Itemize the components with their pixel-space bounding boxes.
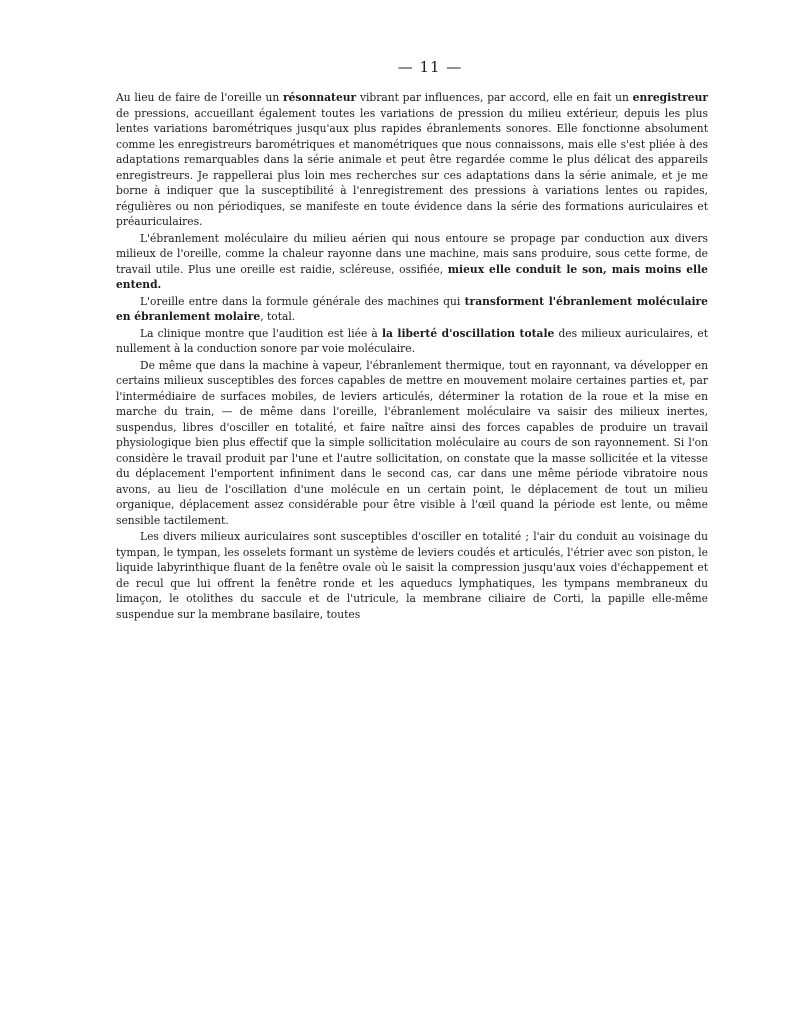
emphasis-liberte-oscillation: la liberté d'oscillation totale <box>381 326 555 340</box>
paragraph-4 <box>116 326 708 357</box>
paragraph-6-seg-0: Les divers milieux auriculaires sont susceptibles d'osciller en totalité ; l'air du conduit au voisinage du tympan, le tympan, les osselets formant un système de leviers coudés et articulés, l'étrier avec son piston, le liquide labyrinthique fluant de la fenêtre ovale où le saisit la compression jusqu'aux voies d'échappement et de recul que lui offrent la fenêtre ronde et les aqueducs lymphatiques, les tympans membraneux du limaçon, le otolithes du saccule et de l'utricule, la membrane ciliaire de Corti, la papille elle-même suspendue sur la membrane basilaire, toutes <box>116 530 708 621</box>
paragraph-2-seg-0: L'ébranlement moléculaire du milieu aérien qui nous entoure se propage par conduction aux divers milieux de l'oreille, comme la chaleur rayonne dans une machine, mais sans produire, sous cette forme, de travail utile. Plus une oreille est raidie, scléreuse, ossifiée, <box>116 231 708 276</box>
page-number: — 11 — <box>397 58 463 76</box>
term-resonnateur: résonnateur <box>283 91 357 104</box>
paragraph-5-seg-0: De même que dans la machine à vapeur, l'ébranlement thermique, tout en rayonnant, va développer en certains milieux susceptibles des forces capables de mettre en mouvement molaire certaines parties et, par l'intermédiaire de surfaces mobiles, de leviers articulés, déterminer la rotation de la roue et la mise en marche du train, — de même dans l'oreille, l'ébranlement moléculaire va saisir des milieux inertes, suspendus, libres d'osciller en totalité, et faire naître ainsi des forces capables de produire un travail physiologique bien plus effectif que la simple sollicitation moléculaire au cours de son rayonnement. Si l'on considère le travail produit par l'une et l'autre sollicitation, on constate que la masse sollicitée et la vitesse du déplacement l'emportent infiniment dans le second cas, car dans une même période vibratoire nous avons, au lieu de l'oscillation d'une molécule en un certain point, le déplacement de tout un milieu organique, déplacement assez considérable pour être visible à l'œil quand la période est lente, ou même sensible tactilement. <box>116 358 708 527</box>
paragraph-1-seg-0: Au lieu de faire de l'oreille un <box>116 91 283 104</box>
body-text <box>116 90 708 622</box>
emphasis-conduction: mieux elle conduit le son, mais moins elle entend. <box>116 262 708 291</box>
paragraph-1 <box>116 90 708 230</box>
paragraph-3-seg-2: , total. <box>260 310 296 323</box>
emphasis-transformation: transforment l'ébranlement moléculaire en ébranlement molaire <box>116 294 708 323</box>
paragraph-4-seg-2: des milieux auriculaires, et nullement à la conduction sonore par voie moléculaire. <box>116 326 708 355</box>
paragraph-1-seg-2: vibrant par influences, par accord, elle en fait un <box>356 91 633 104</box>
paragraph-3-seg-0: L'oreille entre dans la formule générale des machines qui <box>140 294 465 308</box>
paragraph-2 <box>116 231 708 293</box>
paragraph-1-seg-4: de pressions, accueillant également toutes les variations de pression du milieu extérieur, depuis les plus lentes variations barométriques jusqu'aux plus rapides ébranlements sonores. Elle fonctionne absolument comme les enregistreurs barométriques et manométriques que nous connaissons, mais elle s'est pliée à des adaptations remarquables dans la série animale et peut être regardée comme le plus délicat des appareils enregistreurs. Je rappellerai plus loin mes recherches sur ces adaptations dans la série animale, et je me borne à indiquer que la susceptibilité à l'enregistrement des pressions à variations lentes ou rapides, régulières ou non périodiques, se manifeste en toute évidence dans la série des formations auriculaires et préauriculaires. <box>116 106 708 228</box>
paragraph-5 <box>116 358 708 529</box>
paragraph-3 <box>116 294 708 325</box>
term-enregistreur: enregistreur <box>632 91 708 104</box>
paragraph-4-seg-0: La clinique montre que l'audition est liée à <box>140 326 382 340</box>
paragraph-6 <box>116 529 708 622</box>
